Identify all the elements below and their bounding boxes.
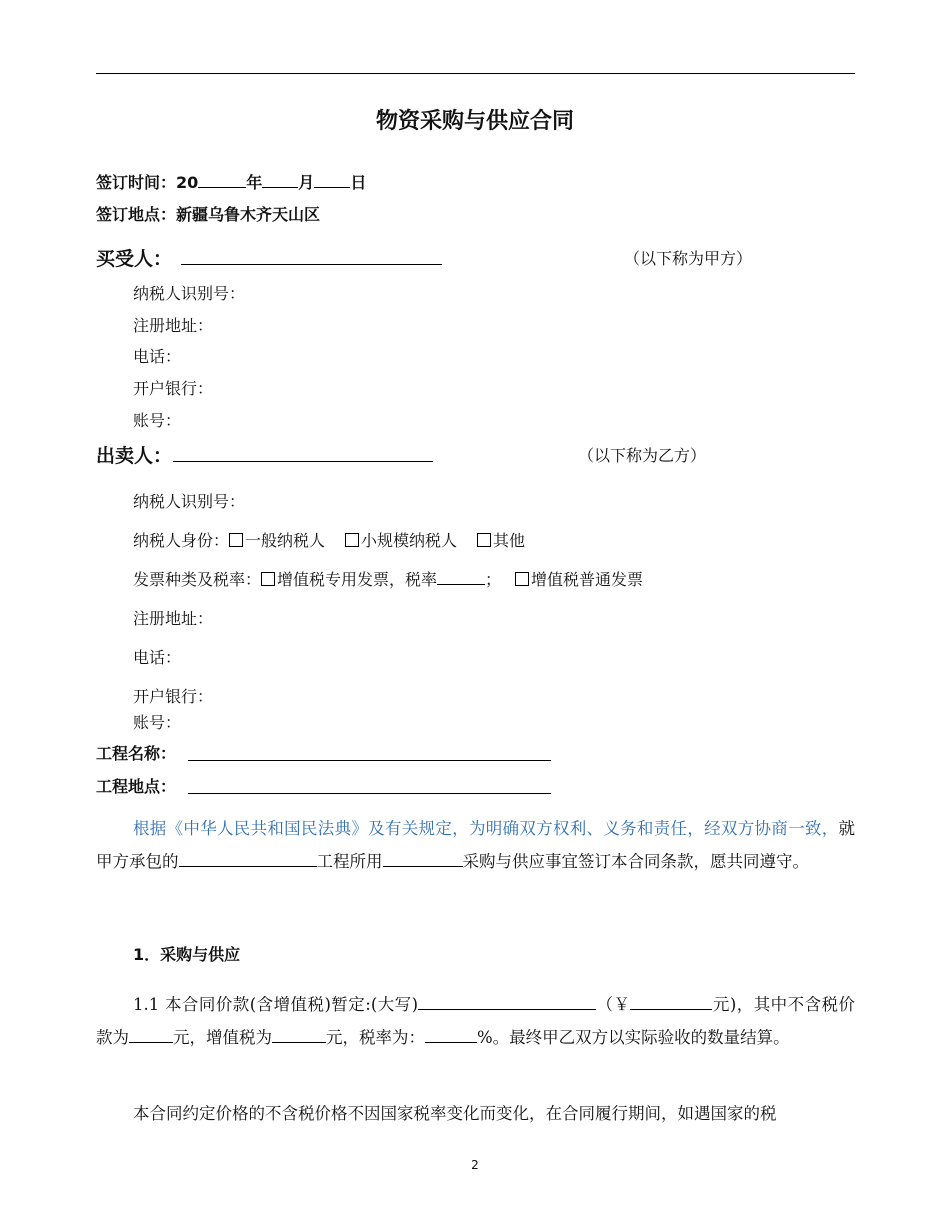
special-invoice-checkbox[interactable] <box>261 572 275 586</box>
special-invoice-option: 增值税专用发票，税率 <box>277 570 438 589</box>
clause-1-1-text-2: （￥ <box>596 995 631 1014</box>
project-blank <box>179 849 317 867</box>
vat-amount-blank <box>272 1025 326 1043</box>
seller-phone: 电话： <box>133 648 182 667</box>
clause-1-1-text-1: 1.1 本合同价款(含增值税)暂定:(大写) <box>133 995 419 1014</box>
normal-invoice-option: 增值税普通发票 <box>531 570 644 589</box>
small-taxpayer-option: 小规模纳税人 <box>361 531 458 550</box>
header-rule <box>96 73 855 74</box>
sign-place-line <box>96 202 320 225</box>
clause-1-1-text-6: %。最终甲乙双方以实际验收的数量结算。 <box>477 1028 790 1047</box>
seller-address: 注册地址： <box>133 609 214 628</box>
small-taxpayer-checkbox[interactable] <box>345 533 359 547</box>
seller-label: 出卖人： <box>96 445 173 467</box>
seller-alias: （以下称为乙方） <box>578 446 707 465</box>
project-name-blank <box>188 760 551 761</box>
amount-figures-blank <box>630 992 712 1010</box>
sign-place-value: 新疆乌鲁木齐天山区 <box>176 205 321 224</box>
day-blank <box>314 170 350 188</box>
clause-1-1-text-4: 元，增值税为 <box>173 1028 272 1047</box>
sign-time-line <box>96 170 366 193</box>
clause-text-paragraph: 本合同约定价格的不含税价格不因国家税率变化而变化，在合同履行期间，如遇国家的税 <box>133 1104 777 1123</box>
buyer-taxpayer-id: 纳税人识别号： <box>133 284 246 303</box>
seller-account: 账号： <box>133 713 182 732</box>
sign-place-label: 签订地点： <box>96 205 177 224</box>
project-place-label: 工程地点： <box>96 777 177 796</box>
section-1-heading: 1．采购与供应 <box>133 945 241 964</box>
year-blank <box>198 170 246 188</box>
buyer-bank: 开户银行： <box>133 379 214 398</box>
other-taxpayer-option: 其他 <box>493 531 526 550</box>
project-place-blank <box>188 793 551 794</box>
seller-bank: 开户银行： <box>133 687 214 706</box>
seller-invoice-line <box>133 567 643 590</box>
material-blank <box>383 849 463 867</box>
buyer-alias: （以下称为甲方） <box>624 249 753 268</box>
invoice-separator: ； <box>485 570 502 589</box>
seller-taxpayer-id: 纳税人识别号： <box>133 492 246 511</box>
buyer-name-blank <box>181 264 442 265</box>
buyer-address: 注册地址： <box>133 316 214 335</box>
preamble-text-3: 采购与供应事宜签订本合同条款，愿共同遵守。 <box>462 852 809 871</box>
seller-identity-line <box>133 528 525 551</box>
clause-1-1-text-3: 元)，其中不含税价款为 <box>96 995 856 1047</box>
amount-words-blank <box>418 992 596 1010</box>
preamble-legal-basis: 根据《中华人民共和国民法典》及有关规定，为明确双方权利、义务和责任，经双方协商一致， <box>133 819 839 838</box>
buyer-phone: 电话： <box>133 347 182 366</box>
normal-invoice-checkbox[interactable] <box>515 572 529 586</box>
month-label: 月 <box>298 173 315 192</box>
preamble-text-1: 就甲方承包的 <box>96 819 855 871</box>
general-taxpayer-option: 一般纳税人 <box>245 531 326 550</box>
buyer-label: 买受人： <box>96 248 173 270</box>
page-number: 2 <box>471 1158 479 1172</box>
project-name-label: 工程名称： <box>96 744 177 763</box>
year-label: 年 <box>246 173 263 192</box>
clause-1-1-text-5: 元，税率为： <box>326 1028 425 1047</box>
seller-name-blank <box>173 461 433 462</box>
identity-label: 纳税人身份： <box>133 531 230 550</box>
document-title: 物资采购与供应合同 <box>375 109 574 134</box>
buyer-account: 账号： <box>133 411 182 430</box>
preamble-paragraph <box>96 812 855 878</box>
clause-1-1-paragraph <box>96 988 855 1054</box>
pretax-price-blank <box>129 1025 173 1043</box>
other-taxpayer-checkbox[interactable] <box>477 533 491 547</box>
day-label: 日 <box>350 173 367 192</box>
invoice-label: 发票种类及税率： <box>133 570 262 589</box>
tax-rate-blank <box>437 567 485 585</box>
tax-rate-percent-blank <box>425 1025 477 1043</box>
sign-time-label: 签订时间：20 <box>96 173 199 192</box>
general-taxpayer-checkbox[interactable] <box>229 533 243 547</box>
preamble-text-2: 工程所用 <box>316 852 383 871</box>
month-blank <box>262 170 298 188</box>
